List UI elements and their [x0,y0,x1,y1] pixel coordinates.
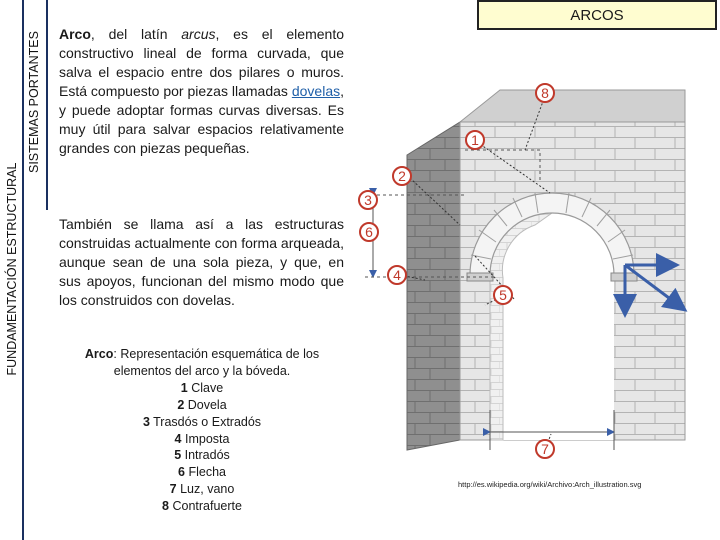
legend-item [56,464,348,481]
marker-5 [494,286,512,304]
legend-label: Flecha [188,465,226,480]
sidebar-inner-band [24,0,48,210]
legend-item [56,431,348,448]
source-url[interactable]: http://es.wikipedia.org/wiki/Archivo:Arch_illustration.svg [458,480,642,489]
legend-item [56,447,348,464]
para1-text-b: , es el elemento constructivo lineal de forma curvada, que salva el espacio entre dos pilares o muros. Está compuesto por piezas llamadas [59,26,344,99]
wall-top-face [460,90,685,122]
marker-6-label: 6 [365,224,373,240]
marker-3-label: 3 [364,192,372,208]
dovelas-link[interactable]: dovelas [291,83,341,99]
marker-8-label: 8 [541,85,549,101]
legend-num: 7 [169,482,177,497]
legend-num: 4 [174,431,182,446]
legend-item [56,498,348,515]
marker-8 [536,84,554,102]
legend-label: Trasdós o Extradós [153,414,262,429]
marker-2-label: 2 [398,168,406,184]
legend-label: Luz, vano [180,482,235,497]
legend-num: 8 [162,499,169,514]
arch-illustration [355,60,695,530]
arch-legend [56,346,348,515]
legend-label: Clave [191,380,224,395]
legend-item [56,414,348,431]
legend-item [56,481,348,498]
legend-num: 3 [142,414,150,429]
marker-1 [466,131,484,149]
marker-2 [393,167,411,185]
para2-text: También se llama así a las estructuras construidas actualmente con forma arqueada, aunque sean de una sola pieza, y que, en sus apoyos, funcionan del mismo modo que los construidos con dovelas. [59,216,344,308]
marker-7-label: 7 [541,441,549,457]
sidebar-outer-label: FUNDAMENTACIÓN ESTRUCTURAL [5,162,19,376]
legend-caption-term: Arco [84,347,114,361]
legend-num: 6 [178,465,185,480]
marker-4-label: 4 [393,267,401,283]
sidebar-outer-band [0,0,24,540]
latin-word: arcus [181,26,216,42]
term-arco: Arco [59,26,91,42]
legend-num: 5 [174,448,182,463]
paragraph-modern-arches [59,215,344,310]
wall-side-face [407,122,460,450]
legend-caption-text: : Representación esquemática de los elementos del arco y la bóveda. [113,347,320,378]
legend-caption [56,346,348,380]
page-title-text: ARCOS [570,7,624,24]
marker-3 [359,191,377,209]
para1-text-c: , y puede adoptar formas curvas diversas. Es muy útil para salvar espacios relativamente grandes con piezas pequeñas. [59,83,344,156]
page-title [477,0,717,30]
marker-1-label: 1 [471,132,479,148]
legend-item [56,380,348,397]
legend-label: Contrafuerte [172,499,242,514]
legend-label: Dovela [187,397,227,412]
legend-item [56,397,348,414]
marker-4 [388,266,406,284]
legend-num: 1 [180,380,188,395]
marker-5-label: 5 [499,287,507,303]
legend-label: Imposta [184,431,230,446]
marker-6 [360,223,378,241]
paragraph-definition [59,25,344,158]
sidebar-inner-label: SISTEMAS PORTANTES [27,31,41,173]
legend-label: Intradós [184,448,230,463]
legend-num: 2 [177,397,185,412]
marker-7 [536,440,554,458]
para1-text-a: , del latín [90,26,182,42]
